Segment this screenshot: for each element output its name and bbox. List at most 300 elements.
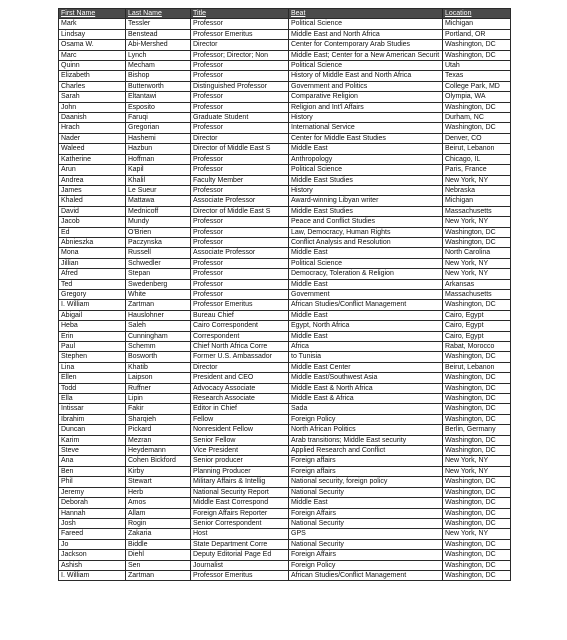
last-name-cell: Sharqieh xyxy=(126,414,191,424)
title-cell: National Security Report xyxy=(191,487,289,497)
table-row xyxy=(59,206,511,216)
beat-cell: Political Science xyxy=(289,19,443,29)
title-cell: Professor xyxy=(191,185,289,195)
title-cell: Correspondent xyxy=(191,331,289,341)
first-name-cell: Steve xyxy=(59,446,126,456)
title-cell: Host xyxy=(191,529,289,539)
beat-cell: Political Science xyxy=(289,61,443,71)
beat-cell: Foreign Policy xyxy=(289,560,443,570)
last-name-cell: O'Brien xyxy=(126,227,191,237)
table-row xyxy=(59,269,511,279)
beat-cell: GPS xyxy=(289,529,443,539)
location-cell: Washington, DC xyxy=(443,570,511,580)
table-row xyxy=(59,154,511,164)
location-cell: New York, NY xyxy=(443,175,511,185)
location-cell: Washington, DC xyxy=(443,373,511,383)
table-row xyxy=(59,321,511,331)
table-row xyxy=(59,435,511,445)
location-cell: Texas xyxy=(443,71,511,81)
first-name-cell: Stephen xyxy=(59,352,126,362)
last-name-cell: Diehl xyxy=(126,550,191,560)
beat-cell: Government and Politics xyxy=(289,81,443,91)
table-row xyxy=(59,133,511,143)
location-cell: Washington, DC xyxy=(443,498,511,508)
first-name-cell: Jillian xyxy=(59,258,126,268)
title-cell: Senior Correspondent xyxy=(191,518,289,528)
last-name-cell: Butterworth xyxy=(126,81,191,91)
title-cell: Advocacy Associate xyxy=(191,383,289,393)
location-cell: New York, NY xyxy=(443,466,511,476)
last-name-cell: Stewart xyxy=(126,477,191,487)
location-cell: Washington, DC xyxy=(443,414,511,424)
location-cell: New York, NY xyxy=(443,217,511,227)
first-name-cell: Nader xyxy=(59,133,126,143)
table-row xyxy=(59,237,511,247)
last-name-cell: Zartman xyxy=(126,300,191,310)
location-cell: Berlin, Germany xyxy=(443,425,511,435)
location-cell: Nebraska xyxy=(443,185,511,195)
last-name-cell: Ruffner xyxy=(126,383,191,393)
title-cell: Senior producer xyxy=(191,456,289,466)
last-name-cell: Mednicoff xyxy=(126,206,191,216)
location-cell: Cairo, Egypt xyxy=(443,321,511,331)
title-cell: Professor; Director; Non xyxy=(191,50,289,60)
location-cell: Washington, DC xyxy=(443,300,511,310)
title-cell: Professor xyxy=(191,237,289,247)
last-name-cell: Laipson xyxy=(126,373,191,383)
title-cell: Professor xyxy=(191,258,289,268)
beat-cell: Middle East Studies xyxy=(289,206,443,216)
last-name-cell: Eltantawi xyxy=(126,92,191,102)
title-cell: Research Associate xyxy=(191,394,289,404)
first-name-cell: Lindsay xyxy=(59,29,126,39)
location-cell: New York, NY xyxy=(443,529,511,539)
beat-cell: Comparative Religion xyxy=(289,92,443,102)
location-cell: Washington, DC xyxy=(443,352,511,362)
first-name-cell: Afred xyxy=(59,269,126,279)
title-cell: Professor xyxy=(191,227,289,237)
beat-cell: Center for Middle East Studies xyxy=(289,133,443,143)
beat-cell: History xyxy=(289,185,443,195)
title-cell: Foreign Affairs Reporter xyxy=(191,508,289,518)
title-cell: Director of Middle East S xyxy=(191,206,289,216)
first-name-cell: Josh xyxy=(59,518,126,528)
location-cell: Washington, DC xyxy=(443,560,511,570)
table-row xyxy=(59,92,511,102)
title-cell: Director xyxy=(191,133,289,143)
first-name-cell: Todd xyxy=(59,383,126,393)
last-name-cell: Tessler xyxy=(126,19,191,29)
table-row xyxy=(59,310,511,320)
last-name-cell: Zartman xyxy=(126,570,191,580)
first-name-cell: Sarah xyxy=(59,92,126,102)
location-cell: Beirut, Lebanon xyxy=(443,144,511,154)
last-name-cell: Herb xyxy=(126,487,191,497)
table-row xyxy=(59,165,511,175)
table-row xyxy=(59,383,511,393)
beat-cell: Democracy, Toleration & Religion xyxy=(289,269,443,279)
last-name-cell: Schwedler xyxy=(126,258,191,268)
beat-cell: Political Science xyxy=(289,165,443,175)
table-row xyxy=(59,29,511,39)
table-row xyxy=(59,227,511,237)
location-cell: North Carolina xyxy=(443,248,511,258)
first-name-cell: Jo xyxy=(59,539,126,549)
location-cell: Chicago, IL xyxy=(443,154,511,164)
last-name-cell: Mattawa xyxy=(126,196,191,206)
last-name-cell: Le Sueur xyxy=(126,185,191,195)
first-name-cell: Intissar xyxy=(59,404,126,414)
first-name-cell: Abnieszka xyxy=(59,237,126,247)
first-name-cell: Gregory xyxy=(59,289,126,299)
beat-cell: Law, Democracy, Human Rights xyxy=(289,227,443,237)
table-row xyxy=(59,61,511,71)
beat-cell: African Studies/Conflict Management xyxy=(289,300,443,310)
table-row xyxy=(59,456,511,466)
first-name-cell: Duncan xyxy=(59,425,126,435)
title-cell: Professor xyxy=(191,19,289,29)
first-name-cell: John xyxy=(59,102,126,112)
title-cell: Professor xyxy=(191,61,289,71)
title-cell: Senior Fellow xyxy=(191,435,289,445)
last-name-cell: Khalil xyxy=(126,175,191,185)
beat-cell: Political Science xyxy=(289,258,443,268)
first-name-cell: Quinn xyxy=(59,61,126,71)
table-row xyxy=(59,466,511,476)
title-cell: Planning Producer xyxy=(191,466,289,476)
table-row xyxy=(59,175,511,185)
beat-cell: North African Politics xyxy=(289,425,443,435)
location-cell: New York, NY xyxy=(443,456,511,466)
title-cell: Faculty Member xyxy=(191,175,289,185)
beat-cell: Anthropology xyxy=(289,154,443,164)
table-row xyxy=(59,373,511,383)
first-name-cell: James xyxy=(59,185,126,195)
last-name-cell: Lipin xyxy=(126,394,191,404)
last-name-cell: Mecham xyxy=(126,61,191,71)
beat-cell: Middle East xyxy=(289,498,443,508)
beat-cell: Middle East xyxy=(289,310,443,320)
location-cell: Washington, DC xyxy=(443,40,511,50)
location-cell: Massachusetts xyxy=(443,289,511,299)
last-name-cell: Cunningham xyxy=(126,331,191,341)
title-cell: Cairo Correspondent xyxy=(191,321,289,331)
title-cell: President and CEO xyxy=(191,373,289,383)
title-cell: Professor Emeritus xyxy=(191,300,289,310)
table-row xyxy=(59,394,511,404)
table-body xyxy=(59,19,511,581)
title-cell: Director xyxy=(191,40,289,50)
title-cell: Professor Emeritus xyxy=(191,29,289,39)
beat-cell: Middle East xyxy=(289,144,443,154)
beat-cell: Middle East/Southwest Asia xyxy=(289,373,443,383)
last-name-cell: Paczynska xyxy=(126,237,191,247)
table-row xyxy=(59,414,511,424)
table-row xyxy=(59,19,511,29)
last-name-cell: Biddle xyxy=(126,539,191,549)
title-cell: State Department Corre xyxy=(191,539,289,549)
title-cell: Director of Middle East S xyxy=(191,144,289,154)
first-name-cell: Mona xyxy=(59,248,126,258)
table-row xyxy=(59,570,511,580)
table-row xyxy=(59,196,511,206)
table-row xyxy=(59,446,511,456)
location-cell: Washington, DC xyxy=(443,383,511,393)
last-name-cell: Bosworth xyxy=(126,352,191,362)
first-name-cell: Deborah xyxy=(59,498,126,508)
table-row xyxy=(59,539,511,549)
last-name-cell: Lynch xyxy=(126,50,191,60)
table-row xyxy=(59,508,511,518)
beat-cell: Center for Contemporary Arab Studies xyxy=(289,40,443,50)
first-name-cell: I. William xyxy=(59,300,126,310)
title-cell: Professor xyxy=(191,217,289,227)
table-row xyxy=(59,342,511,352)
beat-cell: International Service xyxy=(289,123,443,133)
header-first-name: First Name xyxy=(59,9,126,19)
title-cell: Vice President xyxy=(191,446,289,456)
beat-cell: History of Middle East and North Africa xyxy=(289,71,443,81)
location-cell: Washington, DC xyxy=(443,404,511,414)
first-name-cell: Ashish xyxy=(59,560,126,570)
table-header xyxy=(59,9,511,19)
title-cell: Professor Emeritus xyxy=(191,570,289,580)
title-cell: Bureau Chief xyxy=(191,310,289,320)
first-name-cell: Ted xyxy=(59,279,126,289)
beat-cell: History xyxy=(289,113,443,123)
title-cell: Editor in Chief xyxy=(191,404,289,414)
beat-cell: Religion and Int'l Affairs xyxy=(289,102,443,112)
last-name-cell: Bishop xyxy=(126,71,191,81)
location-cell: Michigan xyxy=(443,196,511,206)
beat-cell: Conflict Analysis and Resolution xyxy=(289,237,443,247)
first-name-cell: Ben xyxy=(59,466,126,476)
title-cell: Professor xyxy=(191,289,289,299)
table-row xyxy=(59,425,511,435)
first-name-cell: Marc xyxy=(59,50,126,60)
location-cell: College Park, MD xyxy=(443,81,511,91)
first-name-cell: Charles xyxy=(59,81,126,91)
last-name-cell: Pickard xyxy=(126,425,191,435)
location-cell: Paris, France xyxy=(443,165,511,175)
last-name-cell: Heydemann xyxy=(126,446,191,456)
table-row xyxy=(59,300,511,310)
first-name-cell: Heba xyxy=(59,321,126,331)
table-row xyxy=(59,40,511,50)
beat-cell: Middle East and North Africa xyxy=(289,29,443,39)
location-cell: Washington, DC xyxy=(443,508,511,518)
last-name-cell: Benstead xyxy=(126,29,191,39)
beat-cell: Sada xyxy=(289,404,443,414)
beat-cell: National Security xyxy=(289,539,443,549)
beat-cell: Middle East & Africa xyxy=(289,394,443,404)
location-cell: Cairo, Egypt xyxy=(443,331,511,341)
first-name-cell: Mark xyxy=(59,19,126,29)
title-cell: Professor xyxy=(191,269,289,279)
location-cell: Washington, DC xyxy=(443,539,511,549)
last-name-cell: Russell xyxy=(126,248,191,258)
location-cell: Portland, OR xyxy=(443,29,511,39)
beat-cell: Middle East xyxy=(289,248,443,258)
first-name-cell: Waleed xyxy=(59,144,126,154)
location-cell: Washington, DC xyxy=(443,394,511,404)
beat-cell: National Security xyxy=(289,518,443,528)
first-name-cell: Ana xyxy=(59,456,126,466)
first-name-cell: Osama W. xyxy=(59,40,126,50)
location-cell: Washington, DC xyxy=(443,550,511,560)
first-name-cell: Hannah xyxy=(59,508,126,518)
table-row xyxy=(59,185,511,195)
location-cell: Massachusetts xyxy=(443,206,511,216)
first-name-cell: Elizabeth xyxy=(59,71,126,81)
title-cell: Professor xyxy=(191,154,289,164)
beat-cell: Foreign affairs xyxy=(289,456,443,466)
table-row xyxy=(59,248,511,258)
last-name-cell: Fakir xyxy=(126,404,191,414)
title-cell: Chief North Africa Corre xyxy=(191,342,289,352)
title-cell: Professor xyxy=(191,92,289,102)
beat-cell: Middle East Studies xyxy=(289,175,443,185)
location-cell: Washington, DC xyxy=(443,435,511,445)
table-row xyxy=(59,498,511,508)
beat-cell: Foreign Affairs xyxy=(289,508,443,518)
first-name-cell: Ibrahim xyxy=(59,414,126,424)
beat-cell: Middle East & North Africa xyxy=(289,383,443,393)
header-location: Location xyxy=(443,9,511,19)
first-name-cell: Phil xyxy=(59,477,126,487)
beat-cell: Applied Research and Conflict xyxy=(289,446,443,456)
header-beat: Beat xyxy=(289,9,443,19)
table-row xyxy=(59,529,511,539)
location-cell: Washington, DC xyxy=(443,237,511,247)
last-name-cell: Rogin xyxy=(126,518,191,528)
location-cell: Denver, CO xyxy=(443,133,511,143)
first-name-cell: Khaled xyxy=(59,196,126,206)
table-row xyxy=(59,71,511,81)
header-last-name: Last Name xyxy=(126,9,191,19)
first-name-cell: Ellen xyxy=(59,373,126,383)
beat-cell: Egypt, North Africa xyxy=(289,321,443,331)
beat-cell: to Tunisia xyxy=(289,352,443,362)
last-name-cell: White xyxy=(126,289,191,299)
last-name-cell: Cohen Bickford xyxy=(126,456,191,466)
table-row xyxy=(59,258,511,268)
location-cell: Cairo, Egypt xyxy=(443,310,511,320)
first-name-cell: Karim xyxy=(59,435,126,445)
last-name-cell: Swedenberg xyxy=(126,279,191,289)
first-name-cell: Jackson xyxy=(59,550,126,560)
last-name-cell: Schemm xyxy=(126,342,191,352)
table-row xyxy=(59,550,511,560)
last-name-cell: Kirby xyxy=(126,466,191,476)
location-cell: Washington, DC xyxy=(443,50,511,60)
beat-cell: Foreign affairs xyxy=(289,466,443,476)
last-name-cell: Sen xyxy=(126,560,191,570)
table-row xyxy=(59,477,511,487)
first-name-cell: I. William xyxy=(59,570,126,580)
header-row xyxy=(59,9,511,19)
location-cell: Washington, DC xyxy=(443,446,511,456)
location-cell: Durham, NC xyxy=(443,113,511,123)
title-cell: Deputy Editorial Page Ed xyxy=(191,550,289,560)
title-cell: Director xyxy=(191,362,289,372)
title-cell: Distinguished Professor xyxy=(191,81,289,91)
last-name-cell: Abi-Mershed xyxy=(126,40,191,50)
location-cell: Olympia, WA xyxy=(443,92,511,102)
table-row xyxy=(59,217,511,227)
title-cell: Professor xyxy=(191,71,289,81)
first-name-cell: Ed xyxy=(59,227,126,237)
table-row xyxy=(59,560,511,570)
last-name-cell: Kapil xyxy=(126,165,191,175)
last-name-cell: Stepan xyxy=(126,269,191,279)
beat-cell: Foreign Affairs xyxy=(289,550,443,560)
beat-cell: Middle East xyxy=(289,331,443,341)
last-name-cell: Saleh xyxy=(126,321,191,331)
last-name-cell: Hauslohner xyxy=(126,310,191,320)
last-name-cell: Mundy xyxy=(126,217,191,227)
location-cell: Washington, DC xyxy=(443,518,511,528)
location-cell: Utah xyxy=(443,61,511,71)
title-cell: Military Affairs & Intellig xyxy=(191,477,289,487)
title-cell: Former U.S. Ambassador xyxy=(191,352,289,362)
first-name-cell: Erin xyxy=(59,331,126,341)
last-name-cell: Zakaria xyxy=(126,529,191,539)
contacts-table xyxy=(58,8,511,581)
table-row xyxy=(59,331,511,341)
last-name-cell: Amos xyxy=(126,498,191,508)
first-name-cell: Lina xyxy=(59,362,126,372)
first-name-cell: Abigail xyxy=(59,310,126,320)
first-name-cell: Paul xyxy=(59,342,126,352)
location-cell: Washington, DC xyxy=(443,123,511,133)
location-cell: Washington, DC xyxy=(443,477,511,487)
first-name-cell: Katherine xyxy=(59,154,126,164)
first-name-cell: Hrach xyxy=(59,123,126,133)
table-row xyxy=(59,362,511,372)
beat-cell: Middle East xyxy=(289,279,443,289)
last-name-cell: Hazbun xyxy=(126,144,191,154)
title-cell: Professor xyxy=(191,123,289,133)
beat-cell: National Security xyxy=(289,487,443,497)
beat-cell: African Studies/Conflict Management xyxy=(289,570,443,580)
title-cell: Journalist xyxy=(191,560,289,570)
beat-cell: Arab transitions; Middle East security xyxy=(289,435,443,445)
table-row xyxy=(59,279,511,289)
last-name-cell: Gregorian xyxy=(126,123,191,133)
location-cell: Beirut, Lebanon xyxy=(443,362,511,372)
title-cell: Associate Professor xyxy=(191,248,289,258)
location-cell: Washington, DC xyxy=(443,487,511,497)
first-name-cell: Jacob xyxy=(59,217,126,227)
table-row xyxy=(59,50,511,60)
title-cell: Professor xyxy=(191,102,289,112)
table-row xyxy=(59,81,511,91)
last-name-cell: Faruqi xyxy=(126,113,191,123)
last-name-cell: Hashemi xyxy=(126,133,191,143)
first-name-cell: Daanish xyxy=(59,113,126,123)
title-cell: Professor xyxy=(191,279,289,289)
beat-cell: Middle East; Center for a New American Securit xyxy=(289,50,443,60)
last-name-cell: Hoffman xyxy=(126,154,191,164)
first-name-cell: Andrea xyxy=(59,175,126,185)
title-cell: Fellow xyxy=(191,414,289,424)
beat-cell: Government xyxy=(289,289,443,299)
table-row xyxy=(59,144,511,154)
table-row xyxy=(59,113,511,123)
first-name-cell: Arun xyxy=(59,165,126,175)
table-row xyxy=(59,123,511,133)
